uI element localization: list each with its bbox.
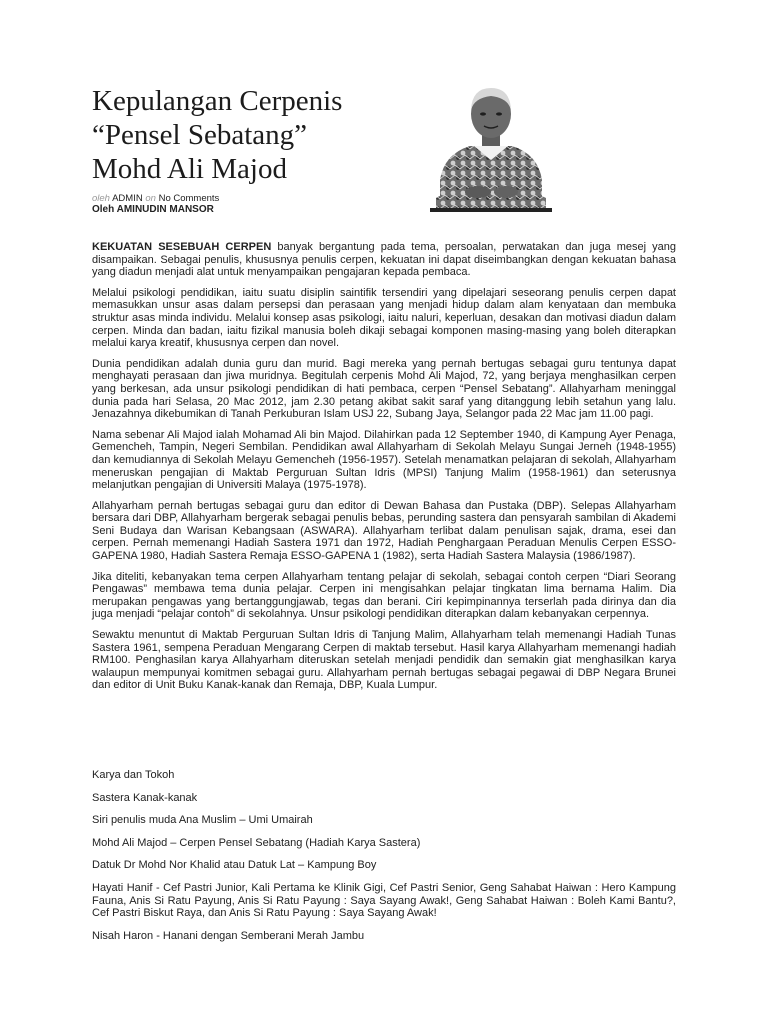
list-item: Mohd Ali Majod – Cerpen Pensel Sebatang (Hadiah Karya Sastera) bbox=[92, 836, 421, 849]
meta-on: on bbox=[145, 193, 156, 204]
meta-author-link[interactable]: ADMIN bbox=[112, 193, 143, 204]
paragraph: Jika diteliti, kebanyakan tema cerpen Allahyarham tentang pelajar di sekolah, sebagai contoh cerpen “Diari Seorang Pengawas” membawa tema dunia pelajar. Cerpen ini mengisahkan pelajar tingkatan lima bernama Halim. Dia merupakan pengawas yang bertanggungjawab, tegas dan berani. Ciri kepimpinannya terserlah pada dirinya dan dia juga menjadi “pelajar contoh” di sekolahnya. Unsur psikologi pendidikan diterapkan dalam kebanyakan cerpennya. bbox=[92, 570, 676, 621]
article-body bbox=[92, 241, 676, 700]
byline: Oleh AMINUDIN MANSOR bbox=[92, 204, 214, 215]
list-item: Siri penulis muda Ana Muslim – Umi Umairah bbox=[92, 814, 313, 827]
paragraph-text: banyak bergantung pada tema, persoalan, perwatakan dan juga mesej yang disampaikan. Sebagai penulis, khususnya penulis cerpen, kekuatan ini dapat diseimbangkan dengan kekuatan bahasa yang diadun menjadi alat untuk menyampaikan pengajaran kepada pembaca. bbox=[92, 241, 676, 279]
list-item: Karya dan Tokoh bbox=[92, 769, 175, 781]
title-line-3: Mohd Ali Majod bbox=[92, 153, 287, 185]
paragraph bbox=[92, 241, 676, 279]
title-line-1: Kepulangan Cerpenis bbox=[92, 85, 343, 117]
paragraph-lead: KEKUATAN SESEBUAH CERPEN bbox=[92, 241, 272, 253]
paragraph: Dunia pendidikan adalah dunia guru dan murid. Bagi mereka yang pernah bertugas sebagai guru tentunya dapat menghayati perasaan dan jiwa muridnya. Begitulah cerpenis Mohd Ali Majod, 72, yang berjaya menghasilkan cerpen yang berkesan, ada unsur psikologi pendidikan di hati pembaca, cerpen “Pensel Sebatang”. Allahyarham meninggal dunia pada hari Selasa, 20 Mac 2012, jam 2.30 petang akibat sakit saraf yang ditanggung lebih setahun yang lalu. Jenazahnya dikebumikan di Tanah Perkuburan Islam USJ 22, Subang Jaya, Selangor pada 22 Mac jam 11.00 pagi. bbox=[92, 357, 676, 421]
article-title bbox=[92, 84, 422, 186]
list-item: Hayati Hanif - Cef Pastri Junior, Kali Pertama ke Klinik Gigi, Cef Pastri Senior, Geng Sahabat Haiwan : Hero Kampung Fauna, Anis Si Ratu Payung, Anis Si Ratu Payung : Saya Sayang Awak!, Geng Sahabat Haiwan : Boleh Kami Bantu?, Cef Pastri Biskut Raya, dan Anis Si Ratu Payung : Saya Sayang Awak! bbox=[92, 881, 676, 920]
paragraph: Sewaktu menuntut di Maktab Perguruan Sultan Idris di Tanjung Malim, Allahyarham telah memenangi Hadiah Tunas Sastera 1961, sempena Peraduan Mengarang Cerpen di maktab tersebut. Hasil karya Allahyarham memenangi hadiah RM100. Penghasilan karya Allahyarham diteruskan setelah menjadi pendidik dan semakin giat menghasilkan karya walaupun mempunyai komitmen sebagai guru. Allahyarham pernah bertugas sebagai pegawai di DBP Negara Brunei dan editor di Unit Buku Kanak-kanak dan Remaja, DBP, Kuala Lumpur. bbox=[92, 629, 676, 692]
article-meta bbox=[92, 193, 219, 215]
meta-oleh: oleh bbox=[92, 193, 110, 204]
list-item: Datuk Dr Mohd Nor Khalid atau Datuk Lat – Kampung Boy bbox=[92, 859, 377, 872]
author-photo bbox=[430, 80, 552, 212]
author-portrait-image bbox=[430, 80, 552, 212]
list-item: Nisah Haron - Hanani dengan Semberani Merah Jambu bbox=[92, 929, 365, 942]
title-line-2: “Pensel Sebatang” bbox=[92, 119, 308, 151]
meta-comments-link[interactable]: No Comments bbox=[158, 193, 220, 204]
paragraph: Melalui psikologi pendidikan, iaitu suatu disiplin saintifik tersendiri yang dipelajari seseorang penulis cerpen dapat memasukkan unsur asas dalam persepsi dan perasaan yang menjadi hidup dalam alam kenyataan dan membuka struktur asas minda individu. Melalui konsep asas psikologi, iaitu naluri, keperluan, desakan dan motivasi diadun dalam cerpen. Minda dan badan, iaitu fizikal manusia boleh dikaji sebagai komponen masing-masing yang boleh diterapkan melalui karya kreatif, khususnya cerpen dan novel. bbox=[92, 286, 676, 350]
list-item: Sastera Kanak-kanak bbox=[92, 791, 198, 804]
paragraph: Allahyarham pernah bertugas sebagai guru dan editor di Dewan Bahasa dan Pustaka (DBP). Selepas Allahyarham bersara dari DBP, Allahyarham bergerak sebagai penulis bebas, perunding sastera dan pensyarah sambilan di Akademi Seni Budaya dan Warisan Kebangsaan (ASWARA). Allahyarham terlibat dalam penulisan sajak, drama, esei dan cerpen. Pernah memenangi Hadiah Sastera 1971 dan 1972, Hadiah Penghargaan Peraduan Menulis Cerpen ESSO-GAPENA 1980, Hadiah Sastera Remaja ESSO-GAPENA 1 (1982), serta Hadiah Sastera Malaysia (1986/1987). bbox=[92, 499, 676, 563]
paragraph: Nama sebenar Ali Majod ialah Mohamad Ali bin Majod. Dilahirkan pada 12 September 1940, di Kampung Ayer Penaga, Gemencheh, Tampin, Negeri Sembilan. Pendidikan awal Allahyarham di Sekolah Melayu Sungai Jerneh (1948-1955) dan kemudiannya di Sekolah Melayu Gemencheh (1956-1957). Setelah menamatkan pelajaran di sekolah, Allahyarham meneruskan pengajian di Maktab Perguruan Sultan Idris (MPSI) Tanjung Malim (1958-1961) dan seterusnya melanjutkan pengajian di Universiti Malaya (1975-1978). bbox=[92, 428, 676, 492]
related-list bbox=[92, 769, 676, 952]
